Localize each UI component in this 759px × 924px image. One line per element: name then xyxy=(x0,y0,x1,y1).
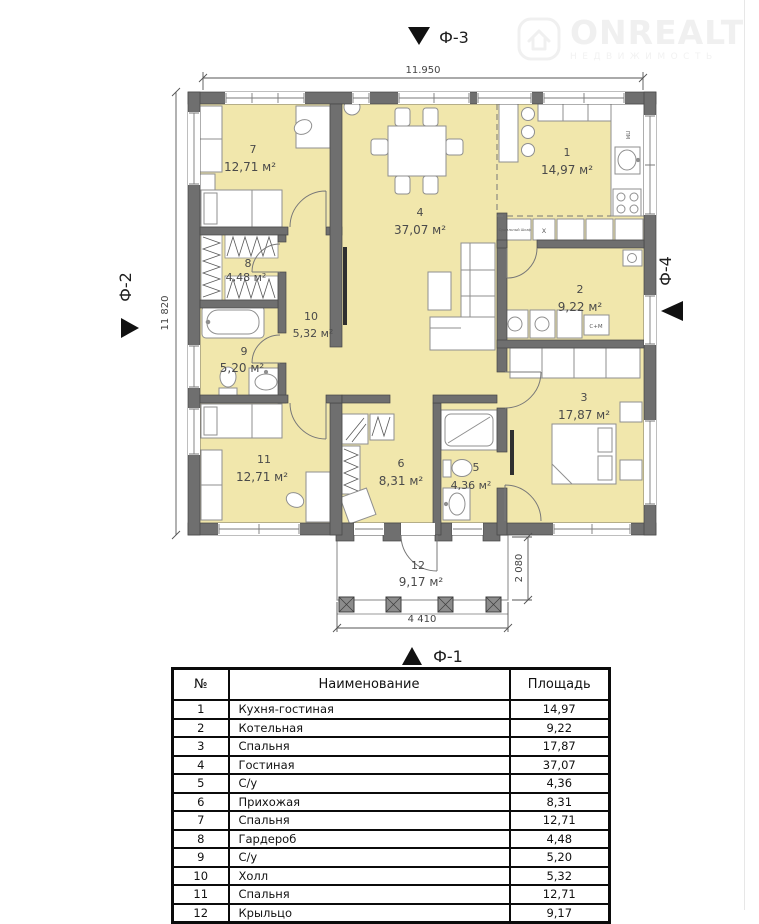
col-header-name: Наименование xyxy=(229,669,510,701)
room-label-8-num: 8 xyxy=(244,257,252,270)
table-row: 1 Кухня-гостиная 14,97 xyxy=(173,700,610,719)
tv-icon xyxy=(510,430,514,475)
room-label-3-area: 17,87 м² xyxy=(557,408,611,422)
desk xyxy=(292,106,330,148)
room-label-3-num: 3 xyxy=(580,391,588,404)
marker-triangle-f2 xyxy=(121,318,139,338)
room-label-6-area: 8,31 м² xyxy=(378,474,424,488)
marker-f4: Ф-4 xyxy=(656,256,675,286)
room-label-6-num: 6 xyxy=(397,457,405,470)
dim-top: 11.950 xyxy=(405,65,441,76)
dim-left: 11 820 xyxy=(160,295,171,331)
room-label-7-num: 7 xyxy=(249,143,257,156)
table-row: 7 Спальня 12,71 xyxy=(173,811,610,830)
dryer-label: Сушильный Шкаф xyxy=(498,228,532,232)
room-label-4-area: 37,07 м² xyxy=(393,223,447,237)
bar-stool xyxy=(522,108,535,121)
room-label-4-num: 4 xyxy=(416,206,424,219)
table-row: 5 С/у 4,36 xyxy=(173,774,610,793)
pillow xyxy=(598,428,612,452)
room-label-8-area: 4,48 м² xyxy=(225,271,267,284)
dim-porch-width: 4 410 xyxy=(407,614,437,625)
table-row: 4 Гостиная 37,07 xyxy=(173,756,610,775)
col-header-area: Площадь xyxy=(510,669,610,701)
water-heater-icon xyxy=(623,250,642,266)
dishwasher-label: ПМ xyxy=(624,130,630,140)
bed xyxy=(201,404,282,438)
sink-icon xyxy=(615,147,640,174)
room-label-12-area: 9,17 м² xyxy=(398,575,444,589)
dim-porch-depth: 2 080 xyxy=(514,553,525,583)
room-label-5-num: 5 xyxy=(472,461,480,474)
pillow xyxy=(204,407,217,435)
room-label-5-area: 4,36 м² xyxy=(450,479,492,492)
room-label-12-num: 12 xyxy=(411,559,425,572)
watermark-subtitle: НЕДВИЖИМОСТЬ xyxy=(570,52,718,62)
marker-triangle-f4 xyxy=(661,301,683,321)
room-label-2-num: 2 xyxy=(576,283,584,296)
chair xyxy=(395,176,410,194)
table-row: 9 С/у 5,20 xyxy=(173,848,610,867)
chair xyxy=(371,139,388,155)
room-label-11-num: 11 xyxy=(257,453,271,466)
nightstand xyxy=(620,402,642,422)
tv-icon xyxy=(343,247,347,325)
room-label-9-num: 9 xyxy=(240,345,248,358)
marker-f1: Ф-1 xyxy=(433,647,463,666)
shower-icon xyxy=(441,410,497,450)
coffee-table xyxy=(428,272,451,310)
chair xyxy=(423,176,438,194)
bar-stool xyxy=(522,144,535,157)
bar-counter xyxy=(499,104,535,162)
table-row: 12 Крыльцо 9,17 xyxy=(173,904,610,923)
table-row: 6 Прихожая 8,31 xyxy=(173,793,610,812)
room-label-10-area: 5,32 м² xyxy=(292,327,334,340)
room-label-1-num: 1 xyxy=(563,146,571,159)
marker-f2: Ф-2 xyxy=(116,272,135,302)
front-door-opening xyxy=(401,523,435,535)
kitchen-counter xyxy=(611,104,644,216)
bathtub-icon xyxy=(202,306,264,338)
toilet-icon xyxy=(443,460,472,478)
chair xyxy=(395,108,410,126)
room-label-9-area: 5,20 м² xyxy=(219,361,265,375)
page-edge-line xyxy=(744,0,745,910)
table-row: 3 Спальня 17,87 xyxy=(173,737,610,756)
stove-icon xyxy=(613,189,641,216)
closet-row xyxy=(510,348,640,378)
pillow xyxy=(598,456,612,480)
room-label-1-area: 14,97 м² xyxy=(540,163,594,177)
table-row: 11 Спальня 12,71 xyxy=(173,885,610,904)
washbasin-icon xyxy=(443,488,470,520)
washer-cm-label: С+М xyxy=(589,324,603,330)
table-row: 10 Холл 5,32 xyxy=(173,867,610,886)
wardrobe xyxy=(201,450,222,520)
watermark-brand: ONREALT xyxy=(570,13,745,52)
room-label-10-num: 10 xyxy=(304,310,318,323)
marker-triangle-f1 xyxy=(402,647,422,665)
chair xyxy=(423,108,438,126)
marker-f3: Ф-3 xyxy=(439,28,469,47)
room-label-11-area: 12,71 м² xyxy=(235,470,289,484)
table-row: 2 Котельная 9,22 xyxy=(173,719,610,738)
table-header-row xyxy=(173,669,610,701)
bar-stool xyxy=(522,126,535,139)
area-table xyxy=(171,667,611,924)
marker-triangle-f3 xyxy=(408,27,430,45)
bed xyxy=(201,190,282,227)
kitchen-cabinets xyxy=(538,104,614,121)
nightstand xyxy=(620,460,642,480)
chair xyxy=(446,139,463,155)
washer-x-label: Х xyxy=(541,227,547,235)
room-label-7-area: 12,71 м² xyxy=(223,160,277,174)
room-label-2-area: 9,22 м² xyxy=(557,300,603,314)
table-row: 8 Гардероб 4,48 xyxy=(173,830,610,849)
col-header-num: № xyxy=(173,669,229,701)
